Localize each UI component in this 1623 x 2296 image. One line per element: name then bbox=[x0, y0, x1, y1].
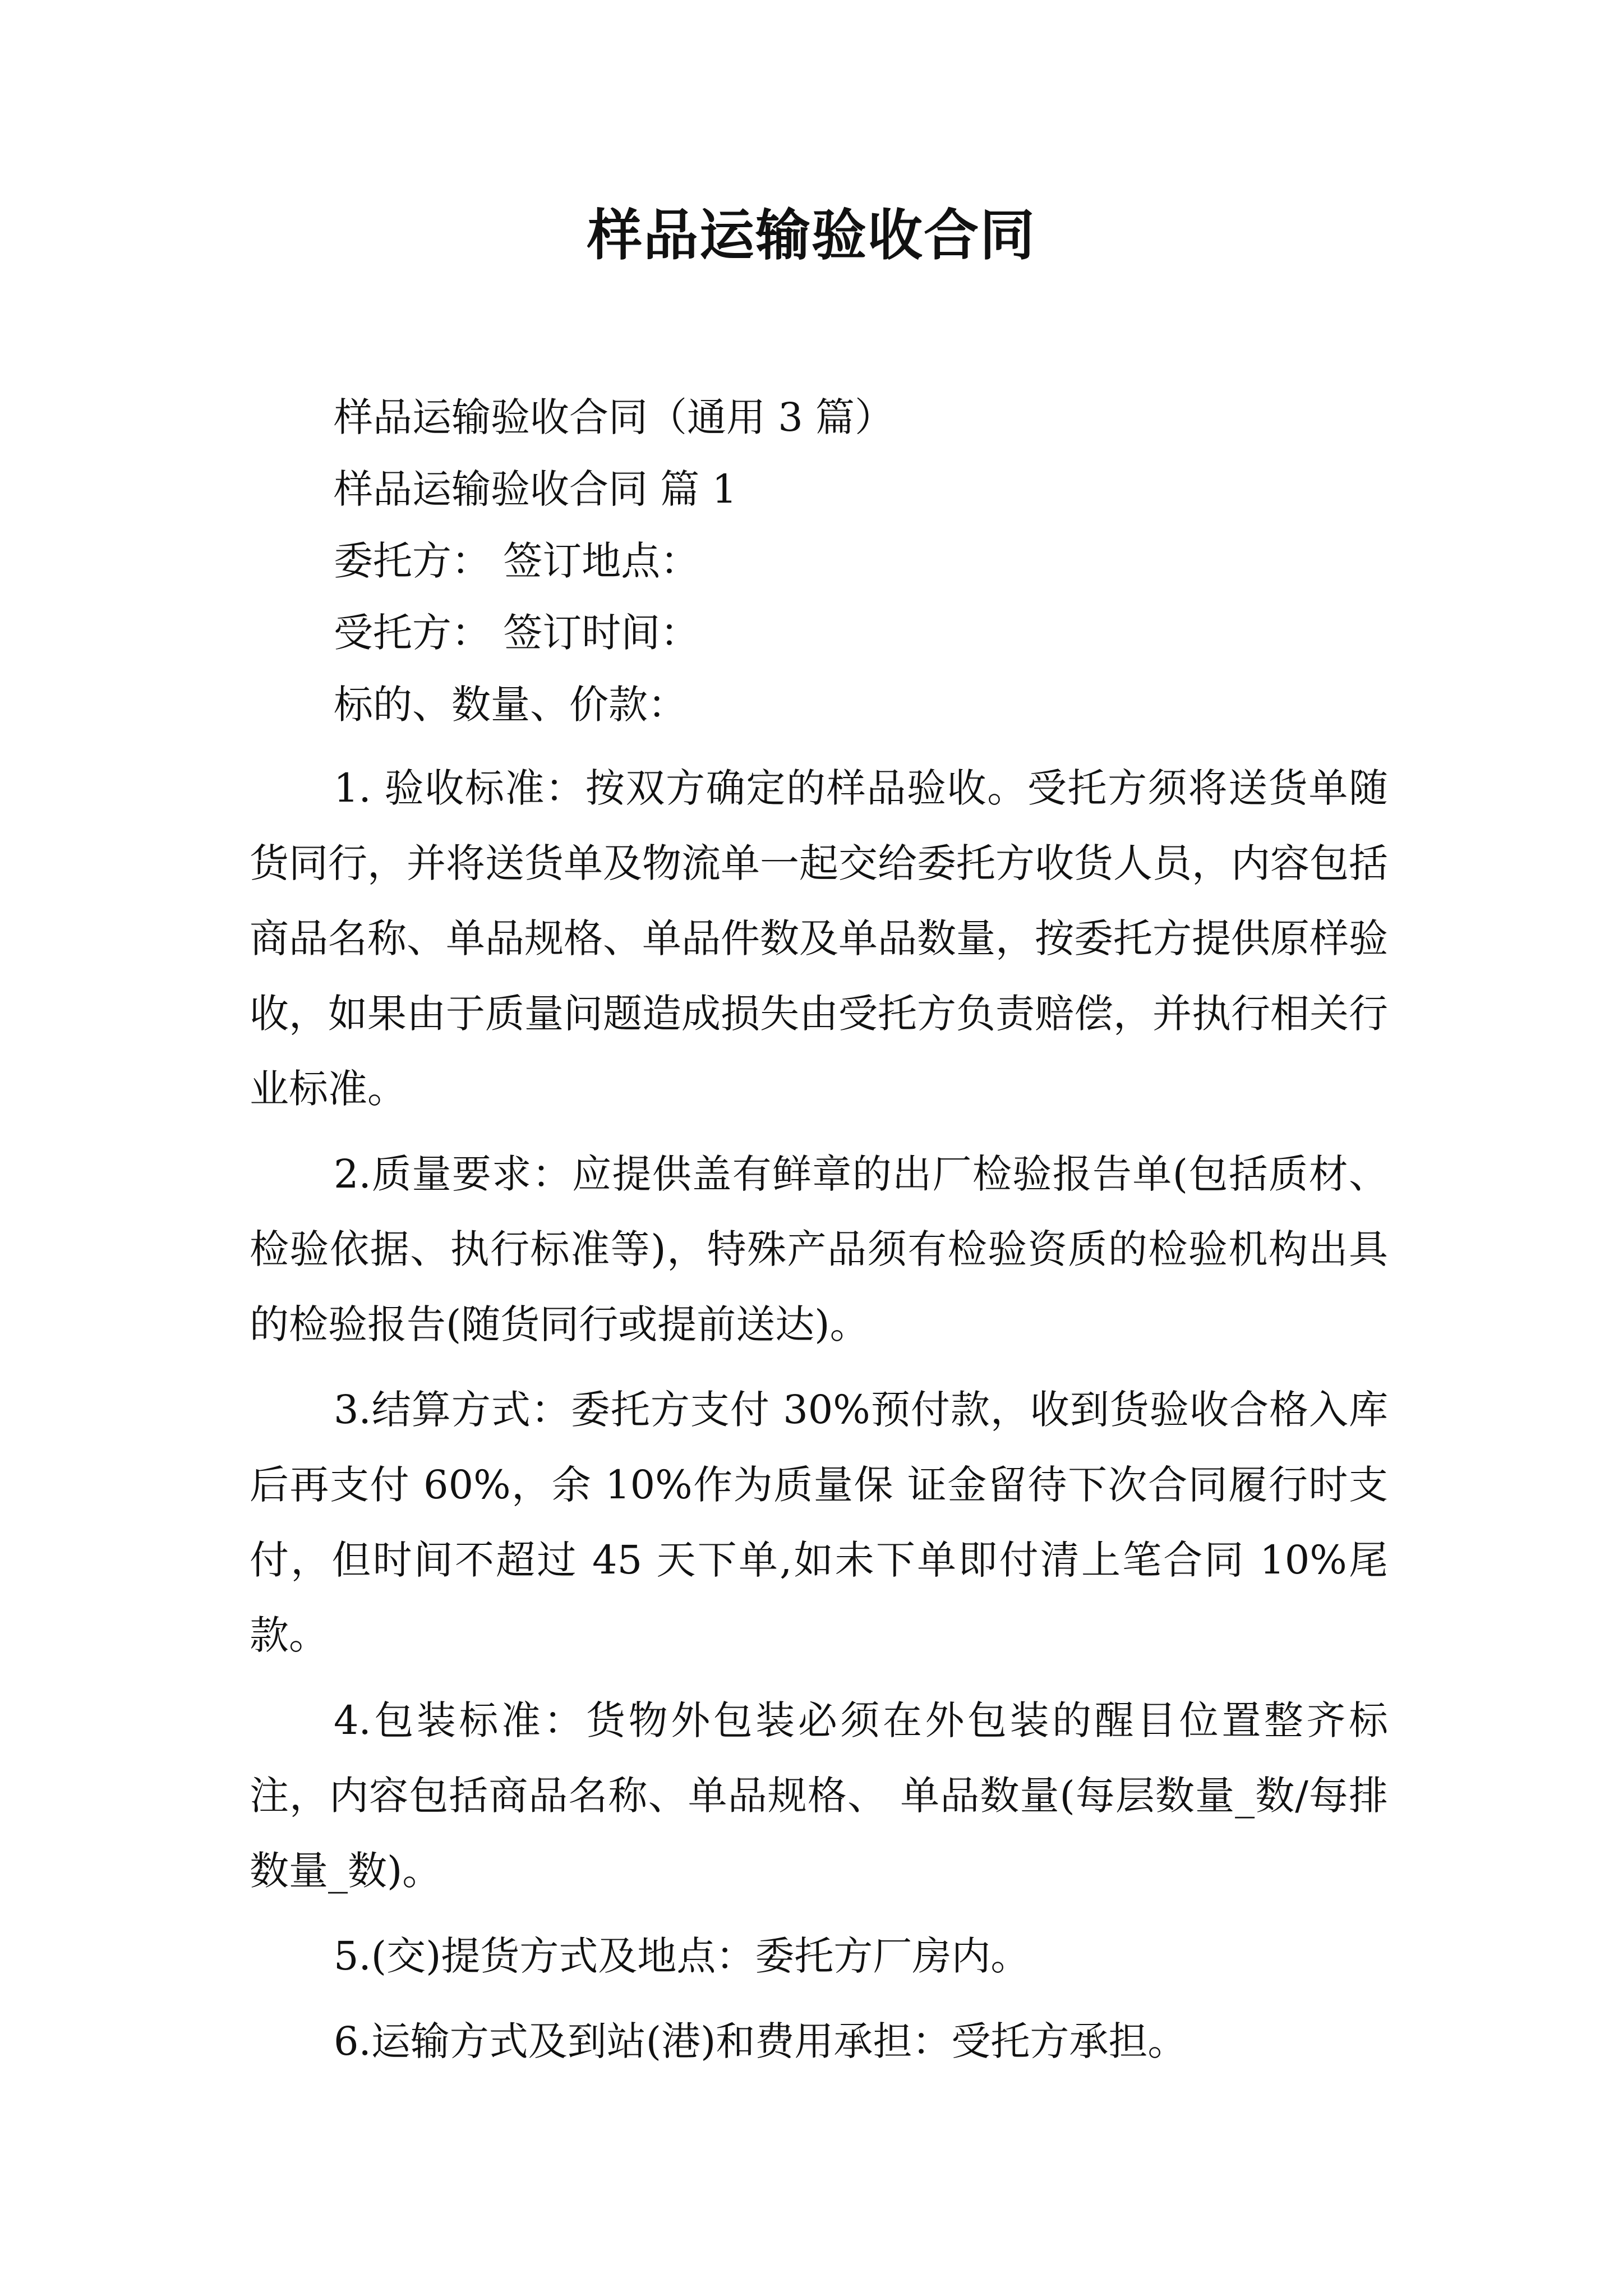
clause-transport-cost: 6.运输方式及到站(港)和费用承担：受托方承担。 bbox=[334, 2018, 1187, 2064]
clause-settlement-method: 3.结算方式：委托方支付 30%预付款，收到货验收合格入库后再支付 60%，余 10%作为质量保 证金留待下次合同履行时支付，但时间不超过 45 天下单,如未下单即付清上笔合同 10%尾款。 bbox=[250, 1387, 1388, 1658]
section-heading: 样品运输验收合同 篇 1 bbox=[334, 466, 737, 512]
subject-field: 标的、数量、价款： bbox=[334, 682, 687, 728]
clause-acceptance-standard: 1. 验收标准：按双方确定的样品验收。受托方须将送货单随货同行，并将送货单及物流单一起交给委托方收货人员，内容包括商品名称、单品规格、单品件数及单品数量，按委托方提供原样验收，如果由于质量问题造成损失由受托方负责赔偿，并执行相关行业标准。 bbox=[250, 765, 1388, 1112]
document-subtitle: 样品运输验收合同（通用 3 篇） bbox=[334, 394, 895, 440]
contractor-field: 受托方： 签订时间： bbox=[334, 610, 700, 656]
clause-packaging-standard: 4.包装标准：货物外包装必须在外包装的醒目位置整齐标注，内容包括商品名称、单品规格、 单品数量(每层数量_数/每排数量_数)。 bbox=[250, 1697, 1388, 1894]
client-field: 委托方： 签订地点： bbox=[334, 538, 700, 584]
clause-delivery-location: 5.(交)提货方式及地点：委托方厂房内。 bbox=[334, 1933, 1030, 1979]
clause-quality-requirement: 2.质量要求：应提供盖有鲜章的出厂检验报告单(包括质材、检验依据、执行标准等)，特殊产品须有检验资质的检验机构出具的检验报告(随货同行或提前送达)。 bbox=[250, 1151, 1388, 1347]
document-title: 样品运输验收合同 bbox=[587, 204, 1036, 268]
document-body bbox=[250, 381, 1388, 2079]
